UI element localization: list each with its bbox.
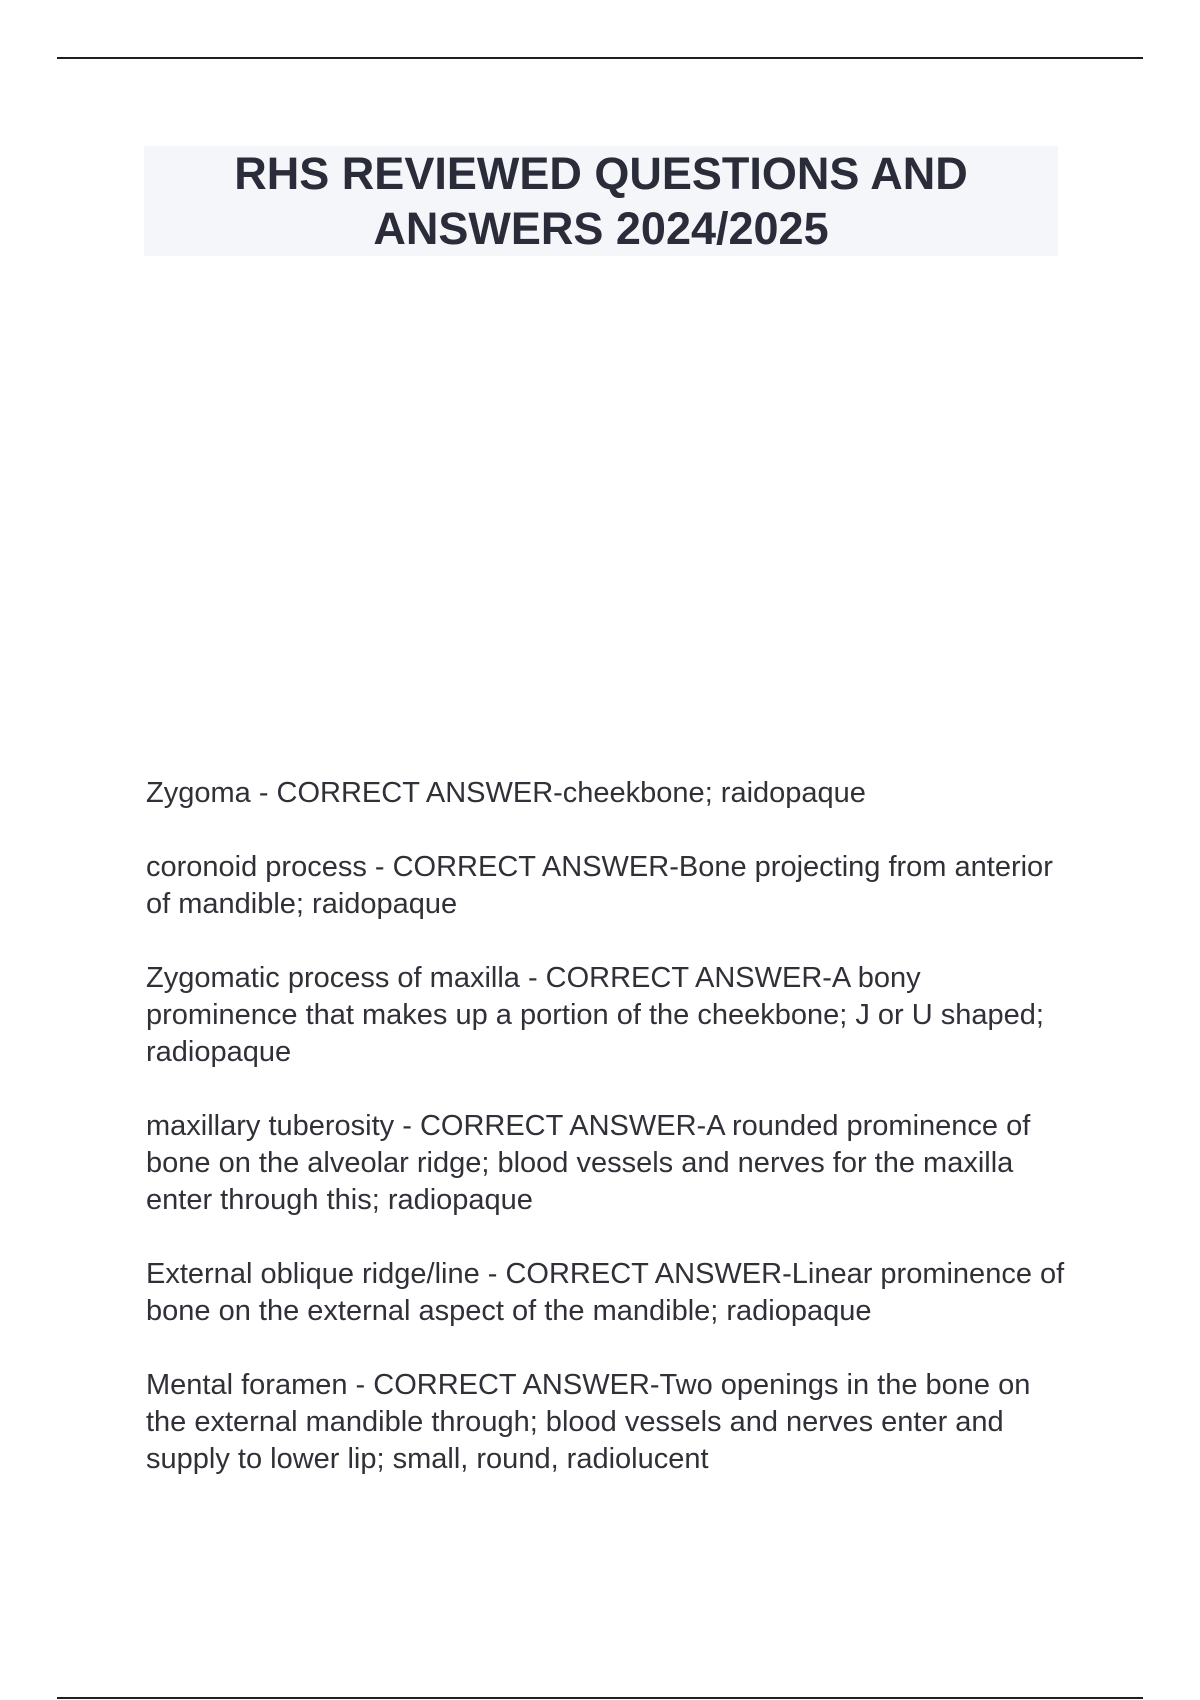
qa-entry-coronoid-process: coronoid process - CORRECT ANSWER-Bone projecting from anterior of mandible; raidopaque bbox=[146, 851, 1053, 920]
qa-entry-zygomatic-process: Zygomatic process of maxilla - CORRECT ANSWER-A bony prominence that makes up a portion of the cheekbone; J or U shaped; radiopaque bbox=[146, 962, 1044, 1068]
footer-rule bbox=[57, 1697, 1143, 1699]
document-title: RHS REVIEWED QUESTIONS AND ANSWERS 2024/2025 bbox=[234, 148, 968, 254]
qa-entry-maxillary-tuberosity: maxillary tuberosity - CORRECT ANSWER-A rounded prominence of bone on the alveolar ridge; blood vessels and nerves for the maxilla enter through this; radiopaque bbox=[146, 1110, 1031, 1216]
qa-entry-external-oblique-ridge: External oblique ridge/line - CORRECT ANSWER-Linear prominence of bone on the external aspect of the mandible; radiopaque bbox=[146, 1258, 1065, 1327]
title-banner bbox=[144, 146, 1058, 256]
qa-entry-mental-foramen: Mental foramen - CORRECT ANSWER-Two openings in the bone on the external mandible through; blood vessels and nerves enter and supply to lower lip; small, round, radiolucent bbox=[146, 1369, 1031, 1475]
qa-list bbox=[146, 775, 1076, 1515]
header-rule bbox=[57, 57, 1143, 59]
qa-entry-zygoma: Zygoma - CORRECT ANSWER-cheekbone; raidopaque bbox=[146, 777, 866, 809]
